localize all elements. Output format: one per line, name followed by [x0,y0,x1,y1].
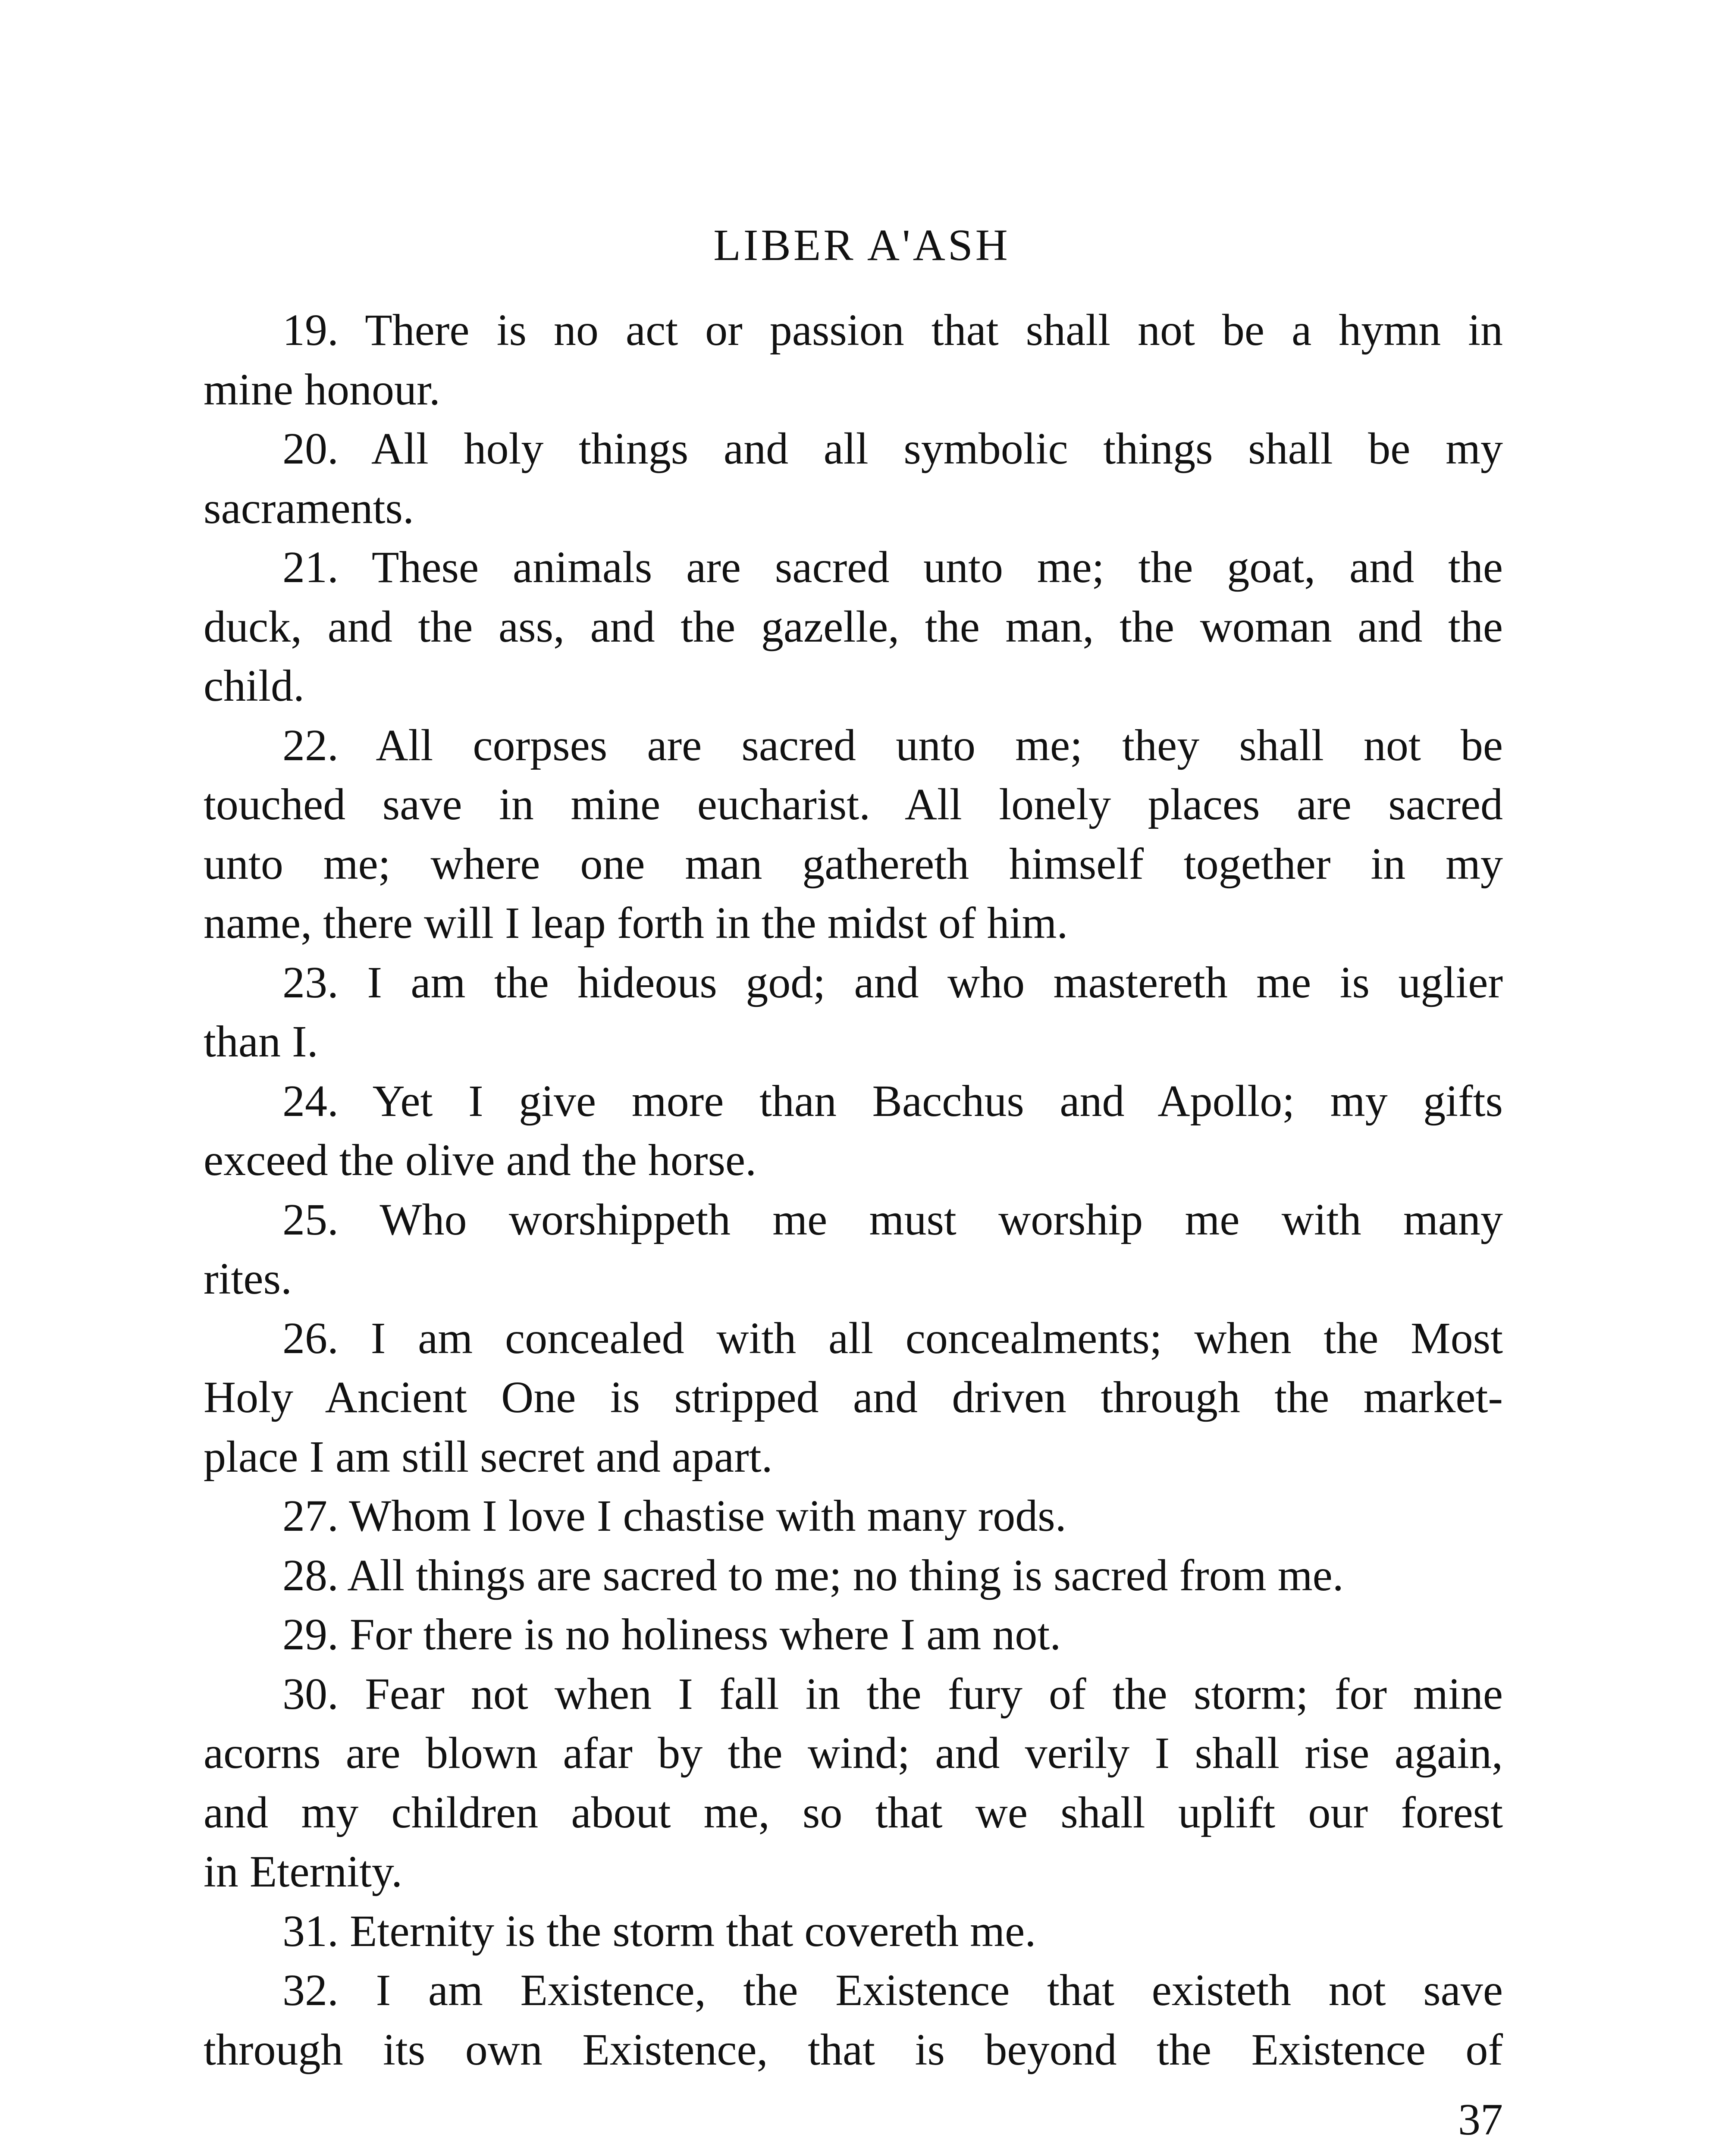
verse-first-line: 27. Whom I love I chastise with many rods. [282,1491,1066,1541]
verse-first-line: 28. All things are sacred to me; no thing is sacred from me. [282,1550,1344,1600]
verse-line: rites. [204,1254,292,1304]
verse-paragraph [204,1664,1503,1902]
verse-first-line: 30. Fear not when I fall in the fury of the storm; for mine [282,1669,1503,1719]
verse-first-line: 22. All corpses are sacred unto me; they shall not be [282,720,1503,770]
verse-first-line: 25. Who worshippeth me must worship me with many [282,1194,1503,1244]
verse-first-line: 31. Eternity is the storm that covereth me. [282,1906,1036,1956]
verse-line: mine honour. [204,364,440,414]
verse-paragraph [204,419,1503,538]
verse-first-line: 20. All holy things and all symbolic things shall be my [282,424,1503,473]
verse-paragraph [204,953,1503,1072]
verse-first-line: 21. These animals are sacred unto me; the goat, and the [282,542,1503,592]
verse-line: acorns are blown afar by the wind; and verily I shall rise again, [204,1728,1503,1778]
page-number: 37 [1458,2095,1503,2144]
verse-line: through its own Existence, that is beyond the Existence of [204,2024,1503,2075]
verse-paragraph [204,1309,1503,1487]
verse-line: child. [204,661,304,711]
running-head: LIBER A'ASH [713,220,1010,270]
verse-paragraph [204,1072,1503,1190]
verse-line: duck, and the ass, and the gazelle, the man, the woman and the [204,602,1503,652]
verse-line: exceed the olive and the horse. [204,1135,757,1185]
verse-first-line: 32. I am Existence, the Existence that existeth not save [282,1965,1503,2015]
verse-line: than I. [204,1017,318,1066]
verse-first-line: 19. There is no act or passion that shall not be a hymn in [282,305,1503,355]
verse-paragraph [204,1605,1503,1664]
verse-paragraph [204,1902,1503,1961]
verse-first-line: 24. Yet I give more than Bacchus and Apollo; my gifts [282,1076,1503,1126]
verse-paragraph [204,716,1503,953]
verse-paragraph [204,1190,1503,1309]
verse-paragraph [204,301,1503,419]
verse-first-line: 26. I am concealed with all concealments; when the Most [282,1313,1503,1363]
verse-paragraph [204,538,1503,716]
verse-line: name, there will I leap forth in the midst of him. [204,898,1068,948]
verse-first-line: 29. For there is no holiness where I am not. [282,1610,1061,1659]
verse-line: place I am still secret and apart. [204,1432,773,1482]
verse-line: unto me; where one man gathereth himself together in my [204,839,1503,889]
verse-line: in Eternity. [204,1847,403,1896]
verse-paragraph [204,1961,1503,2079]
verse-paragraph [204,1486,1503,1546]
verse-line: touched save in mine eucharist. All lonely places are sacred [204,780,1503,829]
body-text [204,301,1503,2079]
verse-line: Holy Ancient One is stripped and driven through the market- [204,1373,1503,1422]
verse-paragraph [204,1546,1503,1605]
verse-first-line: 23. I am the hideous god; and who mastereth me is uglier [282,957,1503,1007]
verse-line: and my children about me, so that we shall uplift our forest [204,1787,1503,1837]
verse-line: sacraments. [204,483,414,533]
